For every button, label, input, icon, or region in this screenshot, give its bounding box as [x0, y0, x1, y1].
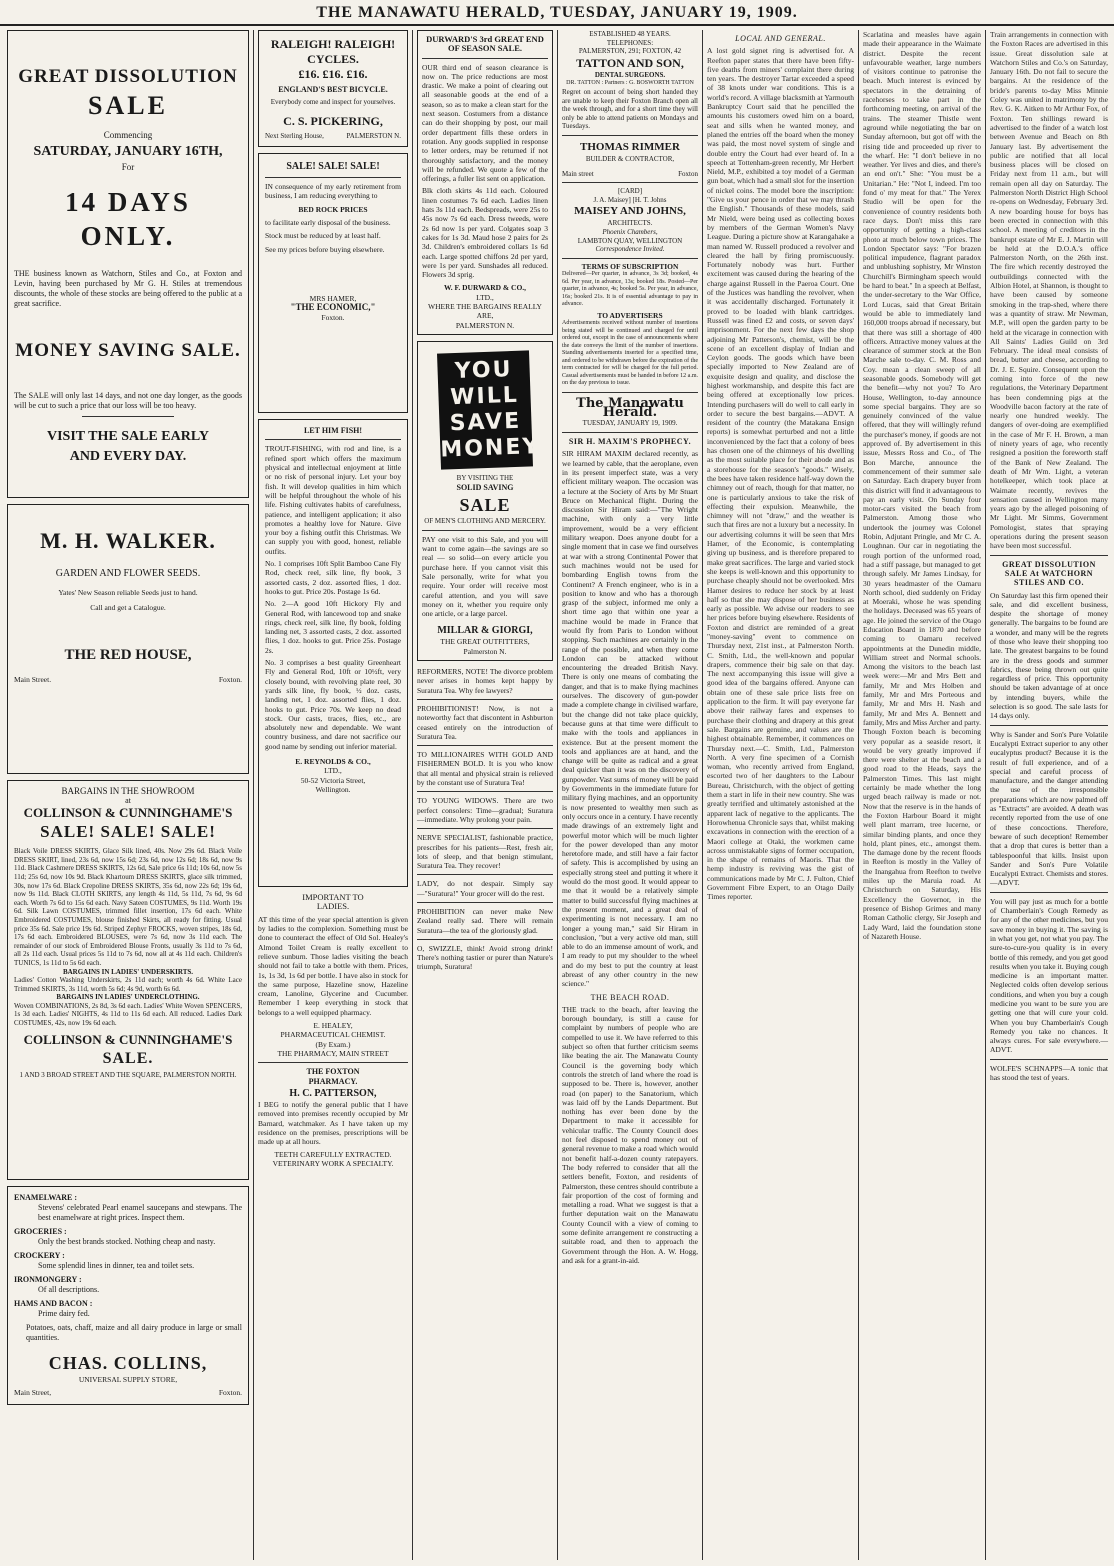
banner-word: WILL [449, 382, 520, 411]
ad-text: LTD., [324, 766, 342, 776]
column-3 [414, 30, 556, 1560]
ad-title: THE RED HOUSE, [64, 647, 192, 664]
ad-body: PAY one visit to this Sale, and you will want to come again—the savings are so real — so solid—on every article you purchase here. If you cannot visit this Sale personally, write for what you require. Your order will receive most careful attention, and you will save money on it, whether you require only one article, or a large parcel. [422, 534, 548, 619]
ad-text: TEETH CAREFULLY EXTRACTED. VETERINARY WORK A SPECIALTY. [272, 1149, 394, 1168]
ad-text: Foxton. [218, 1387, 242, 1397]
maisey-ad [562, 187, 698, 254]
reynolds-ad [258, 419, 408, 887]
walker-ad [7, 504, 249, 774]
ad-text: TELEPHONES: [606, 38, 654, 47]
ad-body: Woven COMBINATIONS, 2s 8d, 3s 6d each. Ladies' White Woven SPENCERS, 1s 3d each. Ladies' NIGHTS, 4s 11d to 11s 6d each. All reduced. Ladies Dark COSTUMES, 42s, now 19s 6d each. [14, 1001, 242, 1028]
column-6 [860, 30, 984, 1560]
ad-text: Everybody come and inspect for yourselves. [270, 98, 396, 107]
ad-title: SALE [459, 494, 511, 515]
ad-subtitle: BARGAINS IN LADIES' UNDERCLOTHING. [56, 993, 200, 1002]
ad-text: Commencing [103, 130, 153, 140]
article-body: THE track to the beach, after leaving the borough boundary, is still a cause for complaint by numbers of people who are compelled to use it. We have referred to this subject so often that further criticism seems like beating the air. The Manawatu County Council is the governing body which controls the stretch of land where the road is supposed to be. There is, however, another road (on paper) to the Sanatorium, which was laid off by the Lands Department. But nothing has ever been done by the Department to make it accessible for vehicular traffic. The County Council does not feel disposed to spend money out of general revenue to make a road which would not benefit half-a-dozen county ratepayers. The body referred to consider that all the settlers benefit, Foxton, and residents of Palmerston, these centres should contribute a fair proportion of the cost of forming and metalling a road. What we suggest is that a further deputation wait on the Manawatu County Council with a view of coming to some definite arrangement re constructing a suitable road, and then to approach the Government through the Hon. A. W. Hogg, and ask for a grant-in-aid. [562, 1004, 698, 1265]
ad-title: PHARMACY. [308, 1076, 358, 1086]
ad-text: BUILDER & CONTRACTOR, [585, 154, 675, 163]
issue-date: TUESDAY, JANUARY 19, 1909. [582, 419, 678, 428]
ad-body: No. 3 comprises a best quality Greenheart Fly and General Rod, 10ft or 10½ft, very closely bound, with revolving plate reel, 30 yards silk line, fly book, ½ doz. casts, landing net, 1 doz. assorted flies, 1 doz. hooks to gut. Price 70s. We keep no dead stock. Our casts, traces, flies, etc., are absolutely new and dependable. We want country business, and dare not sacrifice our good name by sending out inferior material. [265, 658, 401, 751]
ad-title: W. F. DURWARD & CO., [443, 283, 527, 293]
snippet: REFORMERS, NOTE! The divorce problem never arises in homes kept happy by Suratura Tea. Why fee lawyers? [417, 667, 553, 695]
ad-text: PALMERSTON N. [346, 131, 401, 140]
ad-text: OF MEN'S CLOTHING AND MERCERY. [424, 516, 546, 525]
news-body: Train arrangements in connection with the Foxton Races are advertised in this issue. Great dissolution sale at Watchorn Stiles and Co.'s on Saturday, January 16th. Do not fail to secure the bargains. At the residence of the bride's parents to-day Miss Minnie Coley was united in matrimony by the Rev. G. K. Aitken to Mr Arthur Fox, of Foxton. Ten shillings reward is advertised to the finder of a watch lost between Avenue and Beach on 8th January last. By advertisement the public are notified that all local business places will be closed on Friday next from 11 a.m., but will remain open all day on Saturday. The Palmerston North District High School re-opens on Wednesday, February 3rd. A new boarding house for boys has been erected in connection with this school. A meeting of creditors in the bankrupt estate of Mr E. J. Martin will be held at the D.O.A.'s office Palmerston North, on the 26th inst. The fire which recently destroyed the outbuildings connected with the Albion Hotel, at Shannon, is thought to have been caused by someone smoking in the trap-shed, where there was a quantity of straw. Mr Newman, M.P., will open the garden party to be held at the vicarage in connection with All Saints' Ladies Guild on 3rd February. The ideal meal consists of bread, butter and cheese, according to Dr. J. E. Squire. Consequent upon the coming into force of the new regulations, the Veterinary Department has been condemning pigs at the Woodville bacon factory at the rate of nearly one hundred weekly. The dangers of over-doing are exemplified in the case of Mr F. H. Brown, a man of ninety years of age, who recently resigned a position the foreworth staff of the Bank of New Zealand. The death of Mr Wm. Light, a veteran hotelkeeper, which took place at Waimate recently, revives the sensation caused in Wellington many years ago by the alleged poisoning of Mr Light. Mr Simms, Government Pomologist, states that spraying operations during the present season have been most successful. [990, 30, 1108, 551]
ad-text: Only the best brands stocked. Nothing cheap and nasty. [38, 1236, 216, 1246]
ad-text: E. HEALEY, [313, 1021, 353, 1031]
ad-text: Stevens' celebrated Pearl enamel saucepans and stewpans. The best enamelware at right prices. Inspect them. [38, 1202, 242, 1222]
masthead: THE MANAWATU HERALD, TUESDAY, JANUARY 19, 1909. [0, 0, 1114, 26]
ad-body: I BEG to notify the general public that I have removed into premises recently occupied by Mr Barnard, watchmaker. As I have taken up my residence on the premises, prescriptions will be made up at all hours. [258, 1100, 408, 1147]
subscription-terms [562, 263, 698, 388]
advt-body: Why is Sander and Son's Pure Volatile Eucalypti Extract superior to any other eucalyptus product? Because it is the result of full experience, and of a special and careful process of manufacture, and the danger attending the use of the irresponsible preparations which are now palmed off as "Extracts" are avoided. A death was recently reported from the use of one of these concoctions. Therefore, beware of such deception! Remember that a drop that cures is better than a tablespoonful that kills. Insist upon Sander and Son's Pure Volatile Eucalypti Extract. Chemists and stores.—ADVT. [990, 729, 1108, 888]
column-4 [559, 30, 701, 1560]
ad-title: TATTON AND SON, [576, 55, 684, 70]
ad-title: SALE! SALE! SALE! [40, 822, 216, 842]
ad-text: Main street [562, 169, 594, 178]
ad-text: Potatoes, oats, chaff, maize and all dairy produce in large or small quantities. [26, 1322, 242, 1342]
raleigh-ad [258, 30, 408, 147]
ad-text: LAMBTON QUAY, WELLINGTON [577, 236, 683, 245]
ad-text: GARDEN AND FLOWER SEEDS. [55, 567, 201, 579]
snippet: NERVE SPECIALIST, fashionable practice, prescribes for his patients—Rest, fresh air, lots of sleep, and that benign stimulant, Suratura Tea. They recover! [417, 833, 553, 871]
suratura-snippets [417, 667, 553, 972]
ad-title: CYCLES. [307, 52, 359, 66]
rimmer-ad [562, 140, 698, 178]
ad-headline: VISIT THE SALE EARLY [47, 428, 209, 444]
ad-title: LADIES. [316, 901, 350, 912]
collins-ad [7, 1186, 249, 1405]
ad-text: Call and get a Catalogue. [90, 602, 166, 612]
ad-text: THE GREAT OUTFITTERS, [440, 637, 530, 647]
ad-title: M. H. WALKER. [40, 527, 216, 553]
ad-text: Phoenix Chambers, [602, 227, 658, 236]
column-rule [858, 30, 859, 1560]
durward-ad [417, 30, 553, 335]
ad-text: PALMERSTON, 291; FOXTON, 42 [578, 47, 682, 56]
ad-title: COLLINSON & CUNNINGHAME'S [23, 1031, 233, 1047]
ad-text: Main Street. [14, 675, 52, 685]
column-rule [557, 30, 558, 1560]
ad-body: Black Voile DRESS SKIRTS, Glace Silk lined, 40s. Now 29s 6d. Black Voile DRESS SKIRT, lined, 23s 6d, now 15s 6d; 23s 6d, now 12s 6d; 18s 6d, now 9s 11d. Black Cashmere DRESS SKIRTS, 12s 6d, Sale price 6s 11d; 10s 6d, now 5s 11d; 25s 6d, now 10s 9d. Black Khartoum DRESS SKIRTS, glace silk trimmed, 30s, now 17s 6d. Black Crepoline DRESS SKIRTS, 35s 6d, now 22s 6d; 19s 6d, now 9s 11d. Black CLOTH SKIRTS, any length 4s 11d, 5s 11d, 7s 6d, 9s 6d each. Worth 7s 6d to 15s 6d each. Navy Sateen COSTUMES, 9s 11d. Worth 19s 6d. Silk Lawn COSTUMES, trimmed fillet insertion, 17s 6d each. White Embroidered COSTUMES, blouse finished Skirts, all ready for fitting. Usual price 35s 6d. Sale price 19s 6d. Striped Zephyr FROCKS, woven stripes, 18s 6d, 17s 6d each. Embroidered BLOUSES, were 7s 6d, now 3s 11d each. The remainder of our stock of Embroidered Blouse Fronts, usually 3s 11d to 7s 6d, all 2s 11d each. Usual prices 5s 11d to 7s 6d, now all at 4s 11d each. Children's TUNICS, 1s 11d to 5s 6d each. [14, 847, 242, 967]
ad-subtitle: GROCERIES : [14, 1226, 67, 1236]
column-rule [702, 30, 703, 1560]
foxton-pharmacy-ad [258, 1067, 408, 1168]
you-will-save-money-banner [437, 350, 541, 469]
ad-title: IMPORTANT TO [302, 892, 364, 903]
advt-body: You will pay just as much for a bottle of Chamberlain's Cough Remedy as for any of the other medicines, but you save money in buying it. The saving is in what you get, not what you pay. The sure-to-cure-you quality is in every bottle of this remedy, and you get good results when you take it. Buying cough medicine is an important matter. Neglected colds often develop serious conditions, and when you buy a cough medicine you want to be sure you are getting one that will cure your cold. When you buy Chamberlain's Cough Remedy you take no chances. It always cures. For sale everywhere.—ADVT. [990, 896, 1108, 1055]
banner-word: SAVE [449, 408, 522, 437]
snippet: LADY, do not despair. Simply say—"Suratura!" Your grocer will do the rest. [417, 879, 553, 898]
snippet: TO MILLIONAIRES WITH GOLD AND FISHERMEN BOLD. It is you who know that all mental and physical strain is relieved by the constant use of Suratura Tea! [417, 750, 553, 788]
snippet: PROHIBITION can never make New Zealand really sad. There will remain Suratura—the tea of the gloriously glad. [417, 907, 553, 935]
column-2 [255, 30, 411, 1560]
ad-body: No. 1 comprises 10ft Split Bamboo Cane Fly Rod, check reel, silk line, fly book, 3 assorted casts, 2 doz. assorted flies, 1 doz. hooks to gut. Price 20s. Postage 1s 6d. [265, 559, 401, 596]
ad-body: TROUT-FISHING, with rod and line, is a refined sport which offers the maximum physical and intellectual enjoyment at little or no risk of personal injury. Let your boy fish. It will develop qualities in him which will be helpful throughout the whole of his life. Fishing cultivates habits of carefulness, patience, and intelligent application; it also promotes a healthy love for Nature. Give your boy a fishing outfit this Christmas. We can supply you with good, honest, reliable outfits. [265, 444, 401, 556]
ad-text: UNIVERSAL SUPPLY STORE, [78, 1374, 178, 1384]
ad-text: For [121, 162, 135, 173]
ad-body: OUR third end of season clearance is now on. The price reductions are most drastic. We make a point of clearing out all seasonable goods at the end of a season, so as to make a clean start for the next season. Costumers from a distance can do their shopping by post, our mail order department fills these orders in rotation. Any goods supplied in response to letter orders, may be returned if not thoroughly satisfactory, and the money will be refunded. We quote a few of the offerings, a fuller list sent on application. [422, 62, 548, 184]
ad-body: AT this time of the year special attention is given by ladies to the complexion. Something must be done to counteract the effect of Old Sol. Healey's Almond Toilet Cream is really excellent to relieve sunburn. Those ladies visiting the beach should not fail to take a bottle with them. Prices, 1s, 1s 3d, 1s 6d per bottle. I have also in stock for the same purpose, Hazeline snow, Hazeline cream, Lanoline, Glycerine and Cucumber. Remember I keep everything in stock that belongs to a well equipped pharmacy. [258, 914, 408, 1017]
ad-body: IN consequence of my early retirement from business, I am reducing everything to [265, 182, 401, 201]
article-title: SIR H. MAXIM'S PROPHECY. [568, 437, 692, 447]
ad-text: Palmerston N. [463, 646, 507, 656]
local-and-general-body: A lost gold signet ring is advertised for. A Reefton paper states that there have been fifty-five deaths from miners' complaint there during ten years. The destroyer Tartar exceeded a speed of 38 knots under war conditions. This is a world's record. A village blacksmith at Yarmouth Bankruptcy Court said that he pencilled the amounts his customers owed him on a board, seat and sills when he wanted money, and planed the entries off the board when the money was paid, the most novel system of single and double entry the Court had ever heard of. In a speech at Tottenham-green recently, Mr Herbert Nield, M.P., exhibited a toy model of a German gun boat, which had a small slot for the insertion of nickel coins. The model bore the inscription: "Give us your pence in order that we may thrash the English." Thousands of these models, said Mr Nield, were being used as collecting boxes by members of the German Women's Navy League. During a picture show at Karangahake a man named W. Russell produced a revolver and cleared the hall by firing promiscuously. Fortunately nobody was hurt. Further excitement was caused during the hearing of the charge against Russell in the Paeroa Court. One of the Justices was handling the revolver, when it was accidentally discharged. Fortunately it proved to be loaded with blank cartridges. Russell was fined £2 and costs, or seven days' imprisonment. For the next few days the shop adjoining Mr Patterson's, chemist, will be the scene of an excellent display of Indian and Ceylon goods. The goods which have been specially imported to New Zealand are of exquisite design and quality, and disclose the highest workmanship, and despite this fact are being offered at exceptionally low prices. Intending purchasers will do well to call early in order to secure the best bargains.—ADVT. A resident of the country (the Matakana Ensign reports) is somewhat perturbed and not a little inconvenienced by the fact that a colony of bees has chosen one of the chimneys of his dwelling as the most suitable place for their abode and as a storehouse for the season's "goods." Wisely, the bees have taken residence half-way down the chimney out of reach, though for that matter, no one is particularly anxious to take the risk of effecting their expulsion. Meanwhile, the chimney will not "draw," and the weather is such that fires are not a luxury but a necessity. In our advertising columns it will be seen that Mrs Hamer, of the Economic, is contemplating giving up business, and is therefore prepared to make great sacrifices. The large and varied stock she keeps is well-known and this opportunity to purchase cheaply should not be overlooked. Mrs Hamer desires to reduce her stock by at least half so that she may dispose of her business as early as possible. We advise our readers to see her prices before buying elsewhere. Residents of Foxton and district are reminded of a great "money-saving" event to commence on Thursday next, 21st inst., at Palmerston North. C. Smith, Ltd., the well-known and popular drapers, commence their big sale on that day. The next accompanying this issue will give a good idea of the bargains offered. Anyone can obtain one of these sale price lists free on application to the firm. It will pay everyone far above their railway fares and expenses to purchase their clothing and drapery at this great sale. Bargains are genuine, and values are the highest obtainable. Remember, it commences on Thursday next.—C. Smith, Ltd., Palmerston North. A very fine specimen of a Cornish woman, who recently arrived from England, escorted two of her daughters to the Labour Bureau, Christchurch, with the object of getting them a start in life in their new country. She was greatly terrified and ultimately astonished at the apparent lack of negative to the applicants. The Horowhenua Chronicle says that, whilst making excavations in connection with the erection of a Maori college at Otaki, the workmen came across unmistakable signs of former occupation, in the shape of remains of Maoris. That the hemp industry is reviving was the gist of communications made by Mr C. J. Fulton, Chief Government Fibre Expert, to an Otago Daily Times reporter. [707, 46, 854, 902]
ad-text: PALMERSTON N. [455, 320, 515, 330]
ad-title: THE FOXTON [306, 1067, 360, 1077]
ad-title: SALE [88, 91, 168, 120]
ad-subtitle: ENAMELWARE : [14, 1192, 78, 1202]
column-rule [985, 30, 986, 1560]
dissolution-sale-ad [7, 30, 249, 498]
ad-body: No. 2—A good 10ft Hickory Fly and General Rod, with lancewood top and snake rings, check reel, silk line, fly book, folding landing net, 3 assorted casts, 2 doz. assorted flies, 1 doz. hooks to gut. Price 25s. Postage 2s. [265, 599, 401, 655]
snippet: PROHIBITIONIST! Now, is not a noteworthy fact that discontent in Ashburton ceased entirely on the introduction of Suratura Tea. [417, 703, 553, 741]
ad-text: J. A. Maisey] [H. T. Johns [593, 195, 667, 204]
news-body: Scarlatina and measles have again made their appearance in the Waimate district. Despite the recent unfavourable weather, large numbers of visitors continue to patronise the beach. Much interest is evinced by spectators in the detraining of racehorses to take part in the forthcoming meeting, on arrival of the trains. The steamer Thistle went aground while negotiating the bar on Sunday afternoon, but got off with the rising tide and proceeded up river to the wharf. He: "I don't believe in no weather. Yer lives and dies, and there's an end on't." She: "You must be a Unitarian." He: "Not I, indeed. I'm too fond o' my meat for that." The Yerex Studio will be open for the convenience of country residents both race days. Don't miss this rare opportunity of getting a high-class photo at much below town prices. The London Spectator says: "For brazen political impudence, flagrant paradox and unblushing sophistry, Mr Winston Churchill's Birmingham speech would be hard to beat." In a speech at Belfast, the under-secretary to the War Office, Lord Lucas, said that Great Britain would be able to immediately land 160,000 troops abroad if necessary, but that there was still a shortage of 400 officers. Attractive money values at the clearance of summer stock at the Bon Marche sale to-day. C. M. Ross and Coy. mean a clean sweep of all seasonable goods. Somebody will get the benefit—why not you? To Aro House, Wellington, to-day announce some special bargains. They are so genuinely convinced of the value offered, that they will willingly refund the purchaser's money, if goods are not approved of. By advertisement in this issue, Messrs Ross and Co., of The Bon Marche, announce the commencement of their summer sale on Saturday. Each drapery buyer from this district will find it advantageous to pay an early visit. On Sunday four motor-cars visited the beach from Palmerston. Among those who undertook the journey was Colonel Robin, Adjutant Pringle, and Mr C. A. Loughnan. Our car in negotiating the rough portion of the unformed road, had a stiff passage, but managed to get through safely. Mr James Lindsay, for 30 years headmaster of the Oamaru North school, died suddenly on Friday at Moeraki, whose he was spending the holidays. Deceased was 65 years of age. He joined the service of the Otago Education Board in 1870 and before coming to Oamaru received appointments at the Dunedin middle, William street and Normal schools. Among the visitors to the beach last week were:—Mr and Mrs Bett and family, Mr and Mrs Holben and family, Mr and Mrs Porteous and family, Mr and Mrs H. Nash and family, Mr and Mrs A. Bennett and family, Mrs and Miss Archer and party. Though Foxton beach is becoming very popular as a seaside resort, it would be very greatly improved if there were shelter at the beach and a good road to the Heads, says the Palmerston Times. This last might certainly be made whether the long urged beach railway is made or not. Now that the reserve is in the hands of the Foxton Harbour Board it might well plant marram, tree lucerne, or similar binding plants, and once they hold, plant pines, etc., amongst them. The damage done by the recent floods in Reefton is mostly in the Valley of the Inangahua from Reefton to twelve miles up the Maruia road. At Christchurch on Saturday, His Excellency the Governor, in the presence of Bishop Grimes and many Roman Catholic clergy, Sir Joseph and Lady Ward, laid the foundation stone of Nazareth House. [863, 30, 981, 941]
ad-text: Foxton. [218, 675, 242, 685]
ad-text: [CARD] [617, 187, 643, 196]
ad-text: DR. TATTON : Partners : G. BOSWORTH TATTON [566, 80, 694, 87]
ad-text: DENTAL SURGEONS. [594, 70, 666, 79]
ad-title: H. C. PATTERSON, [289, 1087, 377, 1099]
column-5 [704, 30, 857, 1560]
ad-text: Prime dairy fed. [38, 1308, 90, 1318]
ad-title: MILLAR & GIORGI, [437, 625, 533, 637]
ad-text: Wellington. [315, 784, 351, 794]
ad-text: LTD., [476, 292, 494, 302]
section-title: TO ADVERTISERS [597, 310, 663, 320]
ad-title: CHAS. COLLINS, [48, 1352, 208, 1373]
ad-title: E. REYNOLDS & CO., [295, 756, 371, 766]
article-body: On Saturday last this firm opened their sale, and did excellent business, despite the shortage of money generally. The bargains to be found are a wonder, and many will be the regrets of those who leave their shopping too late. The greatest bargains to be found are in the dress goods and summer fabrics, these being thrown out quite regardless of price. This opportunity should be taken advantage of at once by intending buyers, while the selection is so good. The sale lasts for 14 days only. [990, 590, 1108, 721]
ad-headline: MONEY SAVING SALE. [15, 339, 241, 361]
ad-text: 1 AND 3 BROAD STREET AND THE SQUARE, PALMERSTON NORTH. [19, 1070, 237, 1079]
article-title: GREAT DISSOLUTION SALE At WATCHORN STILES AND CO. [1002, 559, 1096, 588]
ad-text: THE PHARMACY, MAIN STREET [277, 1048, 389, 1058]
ad-title: "THE ECONOMIC," [290, 302, 376, 313]
ad-subtitle: CROCKERY : [14, 1250, 65, 1260]
tatton-ad [562, 30, 698, 131]
ad-text: Main Street, [14, 1387, 52, 1397]
ad-text: Yates' New Season reliable Seeds just to hand. [58, 587, 198, 597]
ad-text: BY VISITING THE [456, 473, 514, 482]
paper-nameplate: The Manawatu Herald. [576, 395, 684, 421]
ad-text: at [125, 795, 131, 805]
banner-word: YOU [454, 356, 513, 384]
ad-text: Foxton. [321, 312, 345, 322]
section-body: Delivered—Per quarter, in advance, 3s 3d; booked, 4s 6d. Per year, in advance, 13s; booked 18s. Posted—Per quarter, in advance, 4s; booked 5s. Per year, in advance, 16s; booked 21s. It is of essential advantage to pay in advance. [562, 271, 698, 308]
ad-title: LET HIM FISH! [303, 426, 363, 436]
ad-headline: AND EVERY DAY. [69, 448, 187, 464]
ad-date: SATURDAY, JANUARY 16TH, [33, 144, 223, 160]
ad-text: ESTABLISHED 48 YEARS. [589, 30, 671, 38]
ad-text: (By Exam.) [315, 1039, 351, 1049]
snippet: O, SWIZZLE, think! Avoid strong drink! There's nothing tastier or purer than Nature's triumph, Suratura! [417, 943, 553, 972]
ad-text: Of all descriptions. [38, 1284, 100, 1294]
ad-text: 50-52 Victoria Street, [300, 775, 366, 785]
ad-title: COLLINSON & CUNNINGHAME'S [23, 805, 233, 821]
ad-title: MAISEY AND JOHNS, [574, 205, 686, 218]
section-title: TERMS OF SUBSCRIPTION [581, 261, 679, 271]
ad-title: C. S. PICKERING, [283, 113, 383, 128]
ad-text: WHERE THE BARGAINS REALLY ARE, [428, 302, 542, 321]
ad-text: Some splendid lines in dinner, tea and toilet sets. [38, 1260, 195, 1270]
column-1 [4, 30, 252, 1560]
collinson-ad [7, 780, 249, 1180]
column-rule [253, 30, 254, 1560]
ad-text: BARGAINS IN THE SHOWROOM [61, 785, 195, 796]
ad-body: Blk cloth skirts 4s 11d each. Coloured linen costumes 7s 6d each. Ladies linen hats 3s 11d each. Bedspreads, were 25s to 45s now 7s 6d each. Dress tweeds, were 2s 6d now 1s per yard. Colgates soap 3 cakes for 1s 3d. Maud hose 2 pairs for 2s 3d. Children's embroidered collars 1s 6d each. Large spotted chiffons 2d per yard, were 1s per yard. Sunshades all reduced. Flowers 3d sprig. [422, 186, 548, 280]
ad-subtitle: HAMS AND BACON : [14, 1298, 93, 1308]
ad-headline: 14 DAYS ONLY. [65, 186, 191, 251]
ad-title: THOMAS RIMMER [580, 140, 680, 153]
ad-title: SALE! SALE! SALE! [286, 161, 380, 173]
ad-text: Next Sterling House, [265, 131, 324, 140]
section-body: Advertisements received without number of insertions being stated will be continued and charged for until ordered out, except in the case of announcements where the date conveys the limit of the number of insertions. Standing advertisements inserted for a specified time, and ordered to be withdrawn before the expiration of the term contracted for will be charged for the full period. Casual advertisements must be handed in before 12 a.m. on the day previous to issue. [562, 320, 698, 387]
ad-price: £16. £16. £16. [298, 67, 368, 81]
millar-ad [417, 341, 553, 661]
column-7 [987, 30, 1111, 1560]
banner-word: MONEY [439, 434, 541, 463]
article-body: SIR HIRAM MAXIM declared recently, as we learned by cable, that the aeroplane, even in its present imperfect state, was a very efficient military weapon. The occasion was a lecture at the Society of Arts by Mr Stuart Bruce on Mechanical flight. During the discussion Sir Hiram said:—"The Wright machine, with only a very little improvement, would be a very efficient military weapon. Does anyone doubt for a single moment that in case we find ourselves at war with a strong Continental Power that such machines would not be used for bombarding English towns from the Continent? A French engineer, who is in a position to know and who has a thorough grasp of the subject, informed me only a short time ago that within one year a machine would be made in France that would fly from Paris to London without stopping. Such machines are certainly in the range of the possible, and when they come London can be attacked without encountering the dreaded British Navy. There is only one means of combating the danger, and that is to make flying machines ourselves. The discovery of gun-powder made a complete change in civilised warfare, but the change did not take place quickly, because guns at that time were difficult to make with the tools and appliances in existence. But at the present moment the tools and appliances are at hand, and the change will be quite as radical and a great deal quicker than it was on the discovery of gunpowder. Vast sums of money will be paid by Governments in the immediate future for military flying machines, and an opportunity is now presented to wealthy men such as only occurs once in a century. I have recently made drawings of an extremely light and powerful motor which will be much lighter for the power developed than any motor heretofore made, and still have a fair factor of safety. This is accomplished by using an especially strong steel and putting it where it would do the most good. It would appear to me that it would be a relatively simple matter to build successful flying machines at the present moment, and a great deal of experimenting is not necessary. I am no longer a young man," said Sir Hiram in conclusion, "but a very active old man, still able to do an immense amount of work, and I am ready to put my shoulder to the wheel and do my best to put the country at least abreast of any other country in the new science." [562, 449, 698, 989]
ad-text: PHARMACEUTICAL CHEMIST. [280, 1030, 386, 1040]
hamer-ad [258, 153, 408, 413]
ad-text: MRS HAMER, [309, 293, 357, 303]
ad-body: THE business known as Watchorn, Stiles and Co., at Foxton and Levin, having been purchased by Mr G. H. Stiles at tremendous discounts, the whole of these stocks are being offered to the public at a great sacrifice. [14, 268, 242, 308]
ad-text: ARCHITECTS. [607, 219, 653, 228]
ad-body: See my prices before buying elsewhere. [265, 244, 385, 254]
healey-ad [258, 893, 408, 1063]
ad-title: RALEIGH! RALEIGH! [270, 37, 396, 51]
ad-subtitle: BARGAINS IN LADIES' UNDERSKIRTS. [62, 967, 194, 976]
ad-title: SALE. [102, 1049, 154, 1067]
ad-title: GREAT DISSOLUTION [18, 66, 238, 87]
ad-subtitle: BED ROCK PRICES [298, 204, 368, 214]
ad-text: ENGLAND'S BEST BICYCLE. [278, 85, 388, 94]
ad-subtitle: IRONMONGERY : [14, 1274, 82, 1284]
advt-body: WOLFE'S SCHNAPPS—A tonic that has stood the test of years. [990, 1063, 1108, 1083]
ad-body: to facilitate early disposal of the business. [265, 218, 391, 228]
column-rule [412, 30, 413, 1560]
ad-body: Regret on account of being short handed they are unable to keep their Foxton Branch open all the week through, and for a short time they will only be able to attend patients on Mondays and Tuesdays. [562, 87, 698, 131]
ad-text: Foxton [678, 169, 698, 178]
ad-body: Ladies' Cotton Washing Underskirts, 2s 11d each; worth 4s 6d. White Lace Trimmed SKIRTS, 3s 11d, worth 5s 6d; 4s 9d, worth 6s 6d. [14, 976, 242, 993]
ad-title: DURWARD'S 3rd GREAT END OF SEASON SALE. [426, 34, 544, 54]
article-title: THE BEACH ROAD. [590, 992, 670, 1002]
ad-text: Correspondence Invited. [595, 245, 665, 254]
section-title: LOCAL AND GENERAL. [735, 34, 826, 43]
ad-body: The SALE will only last 14 days, and not one day longer, as the goods will be cut to such a price that our loss will be too heavy. [14, 390, 242, 410]
ad-body: Stock must be reduced by at least half. [265, 231, 381, 241]
ad-text: SOLID SAVING [456, 483, 514, 493]
snippet: TO YOUNG WIDOWS. There are two perfect consolers: Time—gradual; Suratura—immediate. Why prolong your pain. [417, 796, 553, 824]
